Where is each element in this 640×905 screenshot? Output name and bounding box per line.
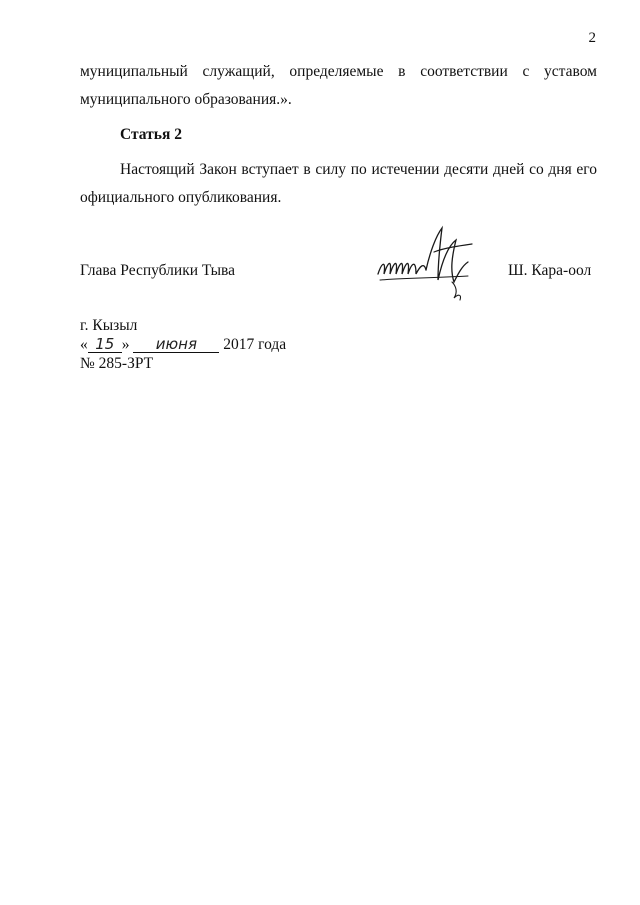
quote-open: « (80, 336, 88, 353)
month-handwritten: июня (155, 335, 197, 353)
signatory-position: Глава Республики Тыва (80, 262, 236, 279)
continuation-paragraph (80, 58, 597, 114)
law-number: № 285-ЗРТ (80, 355, 154, 372)
place-date-block (80, 316, 286, 373)
continuation-line-1: муниципальный служащий, определяемые в соответствии с уставом (80, 63, 597, 80)
continuation-line-2: муниципального образования.». (80, 91, 292, 108)
article-paragraph (80, 156, 597, 212)
month-field (133, 337, 219, 353)
page-number: 2 (588, 30, 596, 46)
year: 2017 года (223, 336, 287, 353)
day-handwritten: 15 (95, 335, 115, 353)
day-field (88, 337, 122, 353)
signatory-name: Ш. Кара-оол (508, 262, 592, 279)
city: г. Кызыл (80, 317, 138, 334)
quote-close: » (121, 336, 130, 353)
article-line-1: Настоящий Закон вступает в силу по истечении десяти дней со дня его (120, 161, 597, 178)
article-heading: Статья 2 (120, 126, 182, 143)
date-line (80, 335, 286, 354)
handwritten-signature (372, 222, 482, 302)
article-line-2: официального опубликования. (80, 189, 282, 206)
